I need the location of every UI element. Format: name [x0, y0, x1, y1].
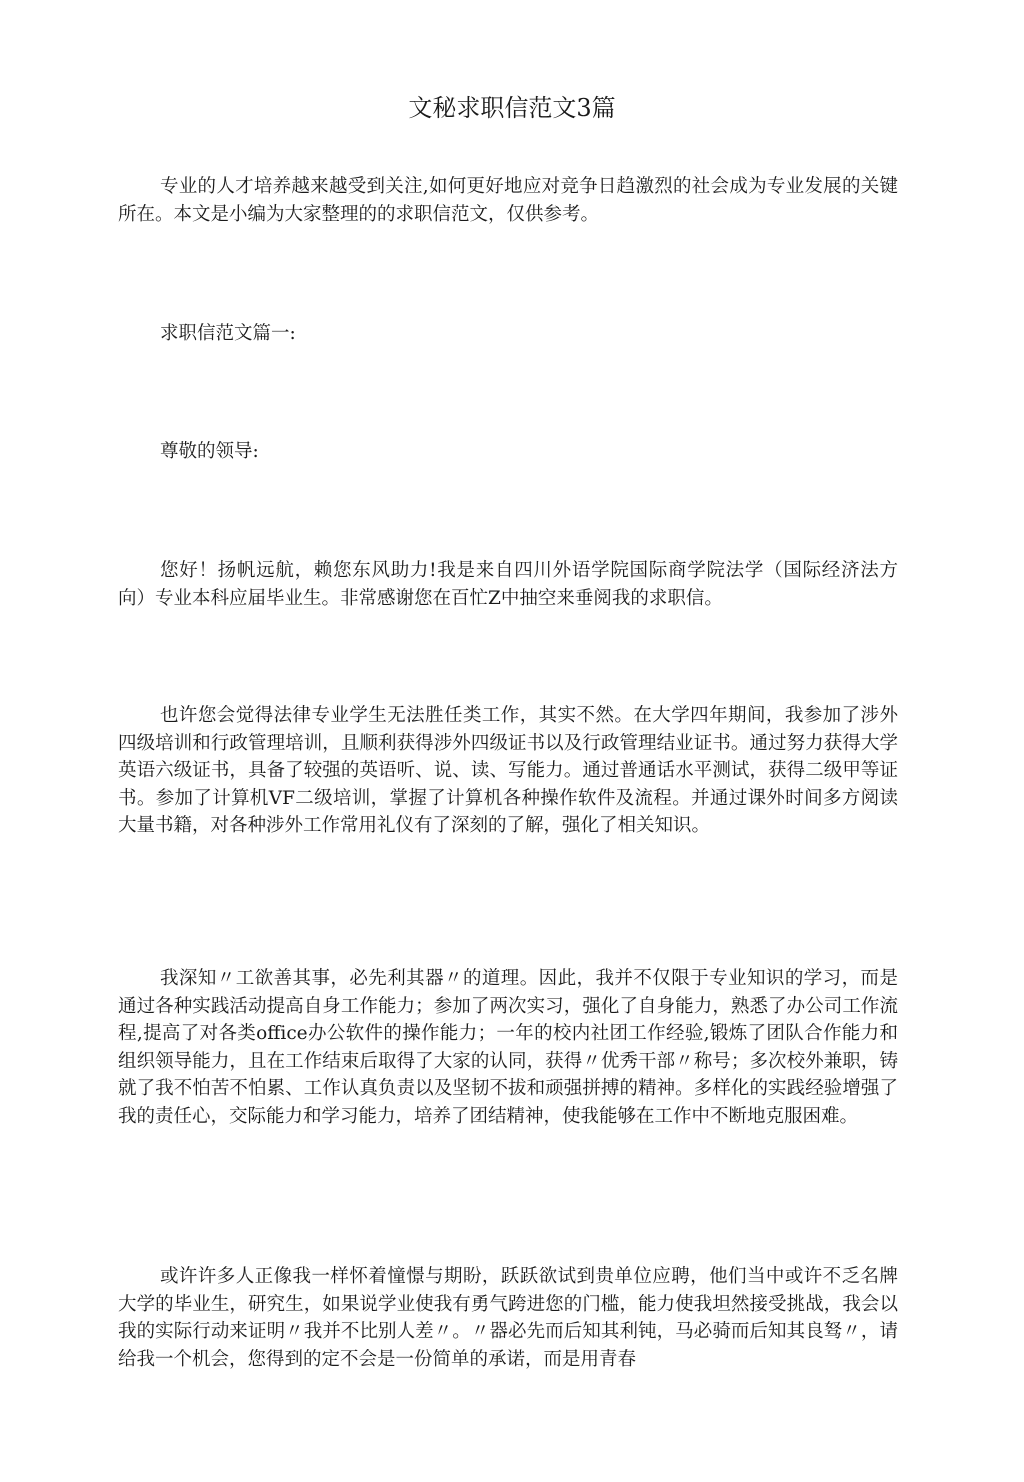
body-paragraph-2: 也许您会觉得法律专业学生无法胜任类工作，其实不然。在大学四年期间，我参加了涉外四级培训和行政管理培训，且顺利获得涉外四级证书以及行政管理结业证书。通过努力获得大学英语六级证书，具备了较强的英语听、说、读、写能力。通过普通话水平测试，获得二级甲等证书。参加了计算机VF二级培训，掌握了计算机各种操作软件及流程。并通过课外时间多方阅读大量书籍，对各种涉外工作常用礼仪有了深刻的了解，强化了相关知识。 — [118, 705, 898, 836]
body-paragraph-4: 或许许多人正像我一样怀着憧憬与期盼，跃跃欲试到贵单位应聘，他们当中或许不乏名牌大学的毕业生，研究生，如果说学业使我有勇气跨进您的门槛，能力使我坦然接受挑战，我会以我的实际行动来证明〃我并不比别人差〃。〃器必先而后知其利钝，马必骑而后知其良驽〃，请给我一个机会，您得到的定不会是一份简单的承诺，而是用青春 — [118, 1266, 898, 1370]
document-title: 文秘求职信范文3篇 — [408, 94, 616, 122]
body-paragraph-1: 您好！扬帆远航，赖您东风助力!我是来自四川外语学院国际商学院法学（国际经济法方向）专业本科应届毕业生。非常感谢您在百忙Z中抽空来垂阅我的求职信。 — [118, 560, 898, 609]
salutation: 尊敬的领导: — [160, 441, 259, 462]
intro-paragraph: 专业的人才培养越来越受到关注,如何更好地应对竞争日趋激烈的社会成为专业发展的关键所在。本文是小编为大家整理的的求职信范文，仅供参考。 — [118, 176, 898, 225]
section-heading: 求职信范文篇一: — [160, 323, 296, 344]
body-paragraph-3: 我深知〃工欲善其事，必先利其器〃的道理。因此，我并不仅限于专业知识的学习，而是通过各种实践活动提高自身工作能力；参加了两次实习，强化了自身能力，熟悉了办公司工作流程,提高了对各类office办公软件的操作能力；一年的校内社团工作经验,锻炼了团队合作能力和组织领导能力，且在工作结束后取得了大家的认同，获得〃优秀干部〃称号；多次校外兼职，铸就了我不怕苦不怕累、工作认真负责以及坚韧不拔和顽强拼搏的精神。多样化的实践经验增强了我的责任心，交际能力和学习能力，培养了团结精神，使我能够在工作中不断地克服困难。 — [118, 968, 898, 1127]
